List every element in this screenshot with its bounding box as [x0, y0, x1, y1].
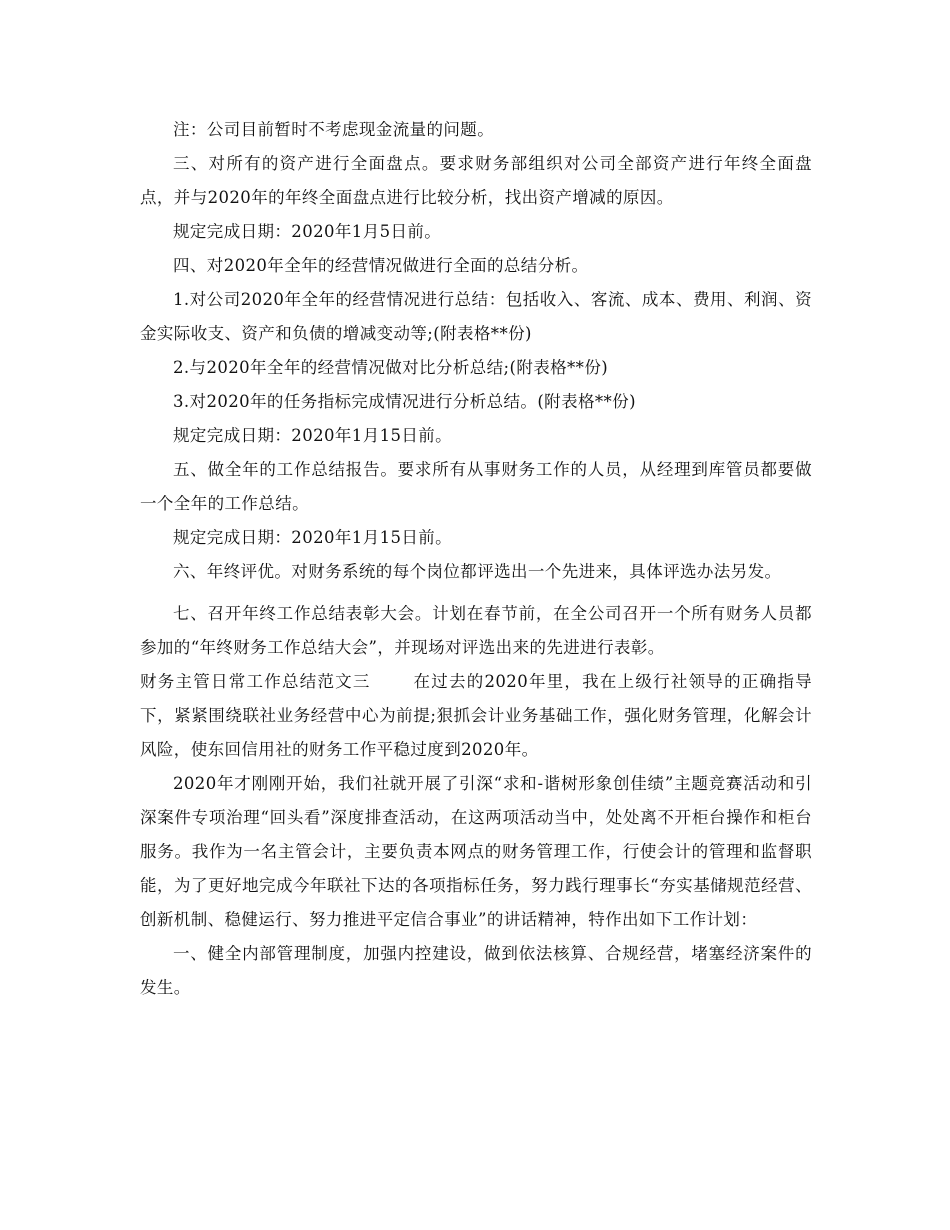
paragraph-item-2: 2.与2020年全年的经营情况做对比分析总结;(附表格**份) [173, 358, 609, 377]
paragraph-deadline-3: 规定完成日期：2020年1月15日前。 [173, 528, 453, 547]
paragraph-section-3: 三、对所有的资产进行全面盘点。要求财务部组织对公司全部资产进行年终全面盘点，并与2020年的年终全面盘点进行比较分析，找出资产增减的原因。 [140, 154, 812, 207]
paragraph-sample-3 [140, 665, 812, 767]
paragraph-deadline-2: 规定完成日期：2020年1月15日前。 [173, 426, 453, 445]
paragraph-section-6: 六、年终评优。对财务系统的每个岗位都评选出一个先进来，具体评选办法另发。 [173, 562, 782, 581]
paragraph-plan-item-1: 一、健全内部管理制度，加强内控建设，做到依法核算、合规经营，堵塞经济案件的发生。 [140, 944, 812, 997]
sample-body: 在过去的2020年里，我在上级行社领导的正确指导下，紧紧围绕联社业务经营中心为前提;狠抓会计业务基础工作，强化财务管理，化解会计风险，使东回信用社的财务工作平稳过度到2020年。 [140, 672, 813, 759]
paragraph-item-3: 3.对2020年的任务指标完成情况进行分析总结。(附表格**份) [173, 392, 636, 411]
paragraph-section-5: 五、做全年的工作总结报告。要求所有从事财务工作的人员，从经理到库管员都要做一个全年的工作总结。 [140, 460, 812, 513]
paragraph-deadline-1: 规定完成日期：2020年1月5日前。 [173, 222, 442, 241]
paragraph-plan-intro: 2020年才刚刚开始，我们社就开展了引深“求和-谐树形象创佳绩”主题竞赛活动和引深案件专项治理“回头看”深度排查活动，在这两项活动当中，处处离不开柜台操作和柜台服务。我作为一名主管会计，主要负责本网点的财务管理工作，行使会计的管理和监督职能，为了更好地完成今年联社下达的各项指标任务，努力践行理事长“夯实基储规范经营、创新机制、稳健运行、努力推进平定信合事业”的讲话精神，特作出如下工作计划： [140, 774, 812, 929]
paragraph-section-7: 七、召开年终工作总结表彰大会。计划在春节前，在全公司召开一个所有财务人员都参加的“年终财务工作总结大会”，并现场对评选出来的先进进行表彰。 [140, 604, 812, 657]
paragraph-section-4: 四、对2020年全年的经营情况做进行全面的总结分析。 [173, 256, 589, 275]
document-body [140, 113, 812, 1005]
sample-title: 财务主管日常工作总结范文三 [140, 672, 371, 691]
paragraph-item-1: 1.对公司2020年全年的经营情况进行总结：包括收入、客流、成本、费用、利润、资金实际收支、资产和负债的增减变动等;(附表格**份) [140, 290, 812, 343]
paragraph-note: 注：公司目前暂时不考虑现金流量的问题。 [173, 120, 495, 139]
